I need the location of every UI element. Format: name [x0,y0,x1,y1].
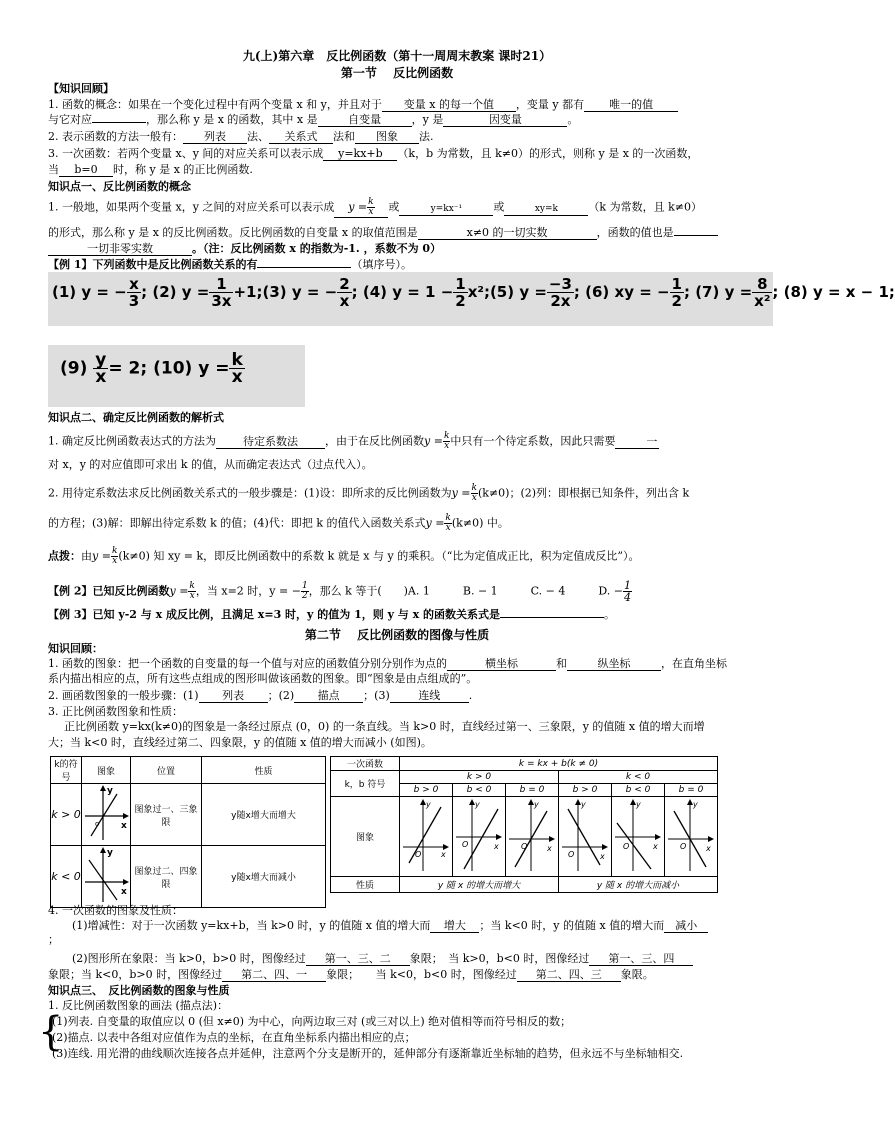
table1-graph-decreasing [82,846,131,908]
kp3-step-3: (3)连线. 用光滑的曲线顺次连接各点并延伸，注意两个分支是断开的，延伸部分有逐渐靠近坐标轴的趋势，但永远不与坐标轴相交. [52,1047,684,1060]
review-line-1: 1. 函数的概念：如果在一个变化过程中有两个变量 x 和 y，并且对于 变量 x 的每一个值 ，变量 y 都有 唯一的值 [48,98,678,112]
review-heading: 【知识回顾】 [48,82,114,95]
table2-graph-3 [506,797,559,877]
svg-text:O: O [623,842,630,851]
linear-line-1: 4. 一次函数的图象及性质： [48,904,183,917]
kp2-heading: 知识点二、确定反比例函数的解析式 [48,411,224,424]
svg-text:x: x [441,850,446,859]
svg-text:x: x [706,844,711,853]
table1-header-position: 位置 [131,757,202,784]
svg-text:O: O [462,840,469,849]
svg-text:x: x [600,852,605,861]
table1-position-neg: 图象过二、四象限 [131,846,202,908]
page-title: 九(上)第六章 反比例函数（第十一周周末教案 课时21） [242,49,552,63]
svg-text:y: y [107,848,113,858]
svg-text:y: y [107,786,113,796]
table1-k-neg: k < 0 [51,846,82,908]
sec2-line-3: 2. 画函数图象的一般步骤：(1) 列表 ；(2) 描点 ；(3) 连线 . [48,689,473,702]
kp2-line-1: 1. 确定反比例函数表达式的方法为 待定系数法 ，由于在反比例函数y = $\frac{k}{x}$ 中只有一个待定系数，因此只需要 一 [48,431,658,451]
sec2-line-4: 3. 正比例函数图象和性质： [48,705,183,718]
table2-graph-5 [612,797,665,877]
table2-graph-4 [559,797,612,877]
table1-header-property: 性质 [202,757,326,784]
example-2: 【例 2】已知反比例函数y = $\frac{k}{x}$ ，当 x=2 时，y = − $\frac{1}{2}$ ，那么 k 等于( )A. 1 B. − 1 C. − 4 D. − $\frac{1}{4}$ [48,579,632,604]
svg-text:O: O [680,842,687,851]
svg-text:o: o [95,820,100,828]
svg-text:y: y [581,800,586,809]
svg-text:y: y [693,800,698,809]
table2-property-decreasing: y 随 x 的增大而减小 [559,877,718,893]
sec2-line-5: 正比例函数 y=kx(k≠0)的图象是一条经过原点 (0，0) 的一条直线。当 k>0 时，直线经过第一、三象限，y 的值随 x 值的增大而增 [64,720,705,733]
sec2-line-1: 1. 函数的图象：把一个函数的自变量的每一个值与对应的函数值分别分别作为点的 横坐标 和 纵坐标 ，在直角坐标 [48,657,727,670]
table1-k-pos: k > 0 [51,784,82,846]
kp1-line-1: 1. 一般地，如果两个变量 x，y 之间的对应关系可以表示成 y = $\frac{k}{x}$ 或 y=kx⁻¹ 或 xy=k （k 为常数，且 k≠0） [48,197,702,217]
svg-text:y: y [534,800,539,809]
table1-position-pos: 图象过一、三象限 [131,784,202,846]
table2-property-label: 性质 [331,877,400,893]
table2-k-negative: k < 0 [559,771,718,784]
table2-b-6: b = 0 [665,784,718,797]
kp1-heading: 知识点一、反比例函数的概念 [48,180,191,193]
sec2-line-2: 系内描出相应的点，所有这些点组成的图形叫做该函数的图象。即“图象是由点组成的”。 [48,672,478,685]
table1-header-graph: 图象 [82,757,131,784]
table2-b-2: b < 0 [453,784,506,797]
kp1-line-3: 一切非零实数 。（注：反比例函数 x 的指数为-1. ，系数不为 0） [48,242,441,256]
table1-graph-increasing [82,784,131,846]
example-1: 【例 1】下列函数中是反比例函数关系的有 （填序号）。 [48,258,412,271]
table2-graph-1 [400,797,453,877]
svg-text:y: y [475,800,480,809]
table2-property-increasing: y 随 x 的增大而增大 [400,877,559,893]
formula-list-2: (9) $\frac{y}{x}$ = 2; (10) y = $\frac{k}{x}$ [60,350,243,387]
table2-k-positive: k > 0 [400,771,559,784]
table2-b-1: b > 0 [400,784,453,797]
linear-line-5: 象限；当 k<0，b>0 时，图像经过 第二、四、一 象限； 当 k<0，b<0 时，图像经过 第二、四、三 象限。 [48,968,654,981]
table2-b-5: b < 0 [612,784,665,797]
svg-text:x: x [121,821,127,831]
svg-text:x: x [494,842,499,851]
kp3-heading: 知识点三、 反比例函数的图象与性质 [48,984,230,997]
sec2-heading: 知识回顾： [48,642,103,655]
table1-property-neg: y随x增大而减小 [202,846,326,908]
brace-icon: { [38,1009,64,1055]
table2-graph-label: 图象 [331,797,400,877]
linear-line-3: ； [48,933,59,946]
sec2-line-6: 大；当 k<0 时，直线经过第二、四象限，y 的值随 x 值的增大而减小 (如图)。 [48,736,432,749]
section-title-2: 第二节 反比例函数的图像与性质 [304,628,490,642]
svg-text:O: O [521,842,528,851]
table2-b-3: b = 0 [506,784,559,797]
svg-text:x: x [653,842,658,851]
review-line-3: 2. 表示函数的方法一般有： 列表 法、 关系式 法和 图象 法. [48,130,434,143]
svg-text:y: y [636,800,641,809]
svg-text:y: y [426,800,431,809]
svg-text:x: x [121,887,127,897]
kp3-line-1: 1. 反比例函数图象的画法 (描点法)： [48,999,229,1012]
table2-header-formula: k = kx + b(k ≠ 0) [400,757,718,771]
svg-text:x: x [547,844,552,853]
kp3-step-2: (2)描点. 以表中各组对应值作为点的坐标，在直角坐标系内描出相应的点； [52,1031,416,1044]
table1-header-k: k的符号 [51,757,82,784]
table2-header-label: 一次函数 [331,757,400,771]
linear-line-2: (1)增减性：对于一次函数 y=kx+b，当 k>0 时，y 的值随 x 值的增大而 增大 ；当 k<0 时，y 的值随 x 值的增大而 减小 [72,919,708,933]
linear-line-4: (2)图形所在象限：当 k>0，b>0 时，图像经过 第一、三、二 象限； 当 k>0，b<0 时，图像经过 第一、三、四 [72,952,693,966]
table2-sign-label: k，b 符号 [331,771,400,797]
svg-text:O: O [568,850,575,859]
kp2-line-4: 的方程；(3)解：即解出待定系数 k 的值；(4)代：即把 k 的值代入函数关系式y = $\frac{k}{x}$ (k≠0) 中。 [48,513,509,533]
kp1-line-2: 的形式，那么称 y 是 x 的反比例函数。反比例函数的自变量 x 的取值范围是 x≠0 的一切实数 ，函数的值也是 [48,226,718,240]
formula-list-1: (1) y = − $\frac{x}{3}$ ; (2) y = $\frac{1}{3x}$ +1;(3) y = − $\frac{2}{x}$ ; (4) y = 1 − $\frac{1}{2}$ x²;(5) y = $\frac{-3}{2x}$ ; (6) xy = − $\frac{1}{2}$ ; (7) y = $\frac{8}{\text{x²}}$ ; (8) y = x − 1; [52,275,895,310]
table2-graph-2 [453,797,506,877]
direct-proportion-table [50,756,326,908]
review-line-2: 与它对应 ，那么称 y 是 x 的函数，其中 x 是 自变量 ，y 是 因变量 。 [48,113,579,126]
table2-b-4: b > 0 [559,784,612,797]
svg-text:O: O [415,850,422,859]
kp2-tip: 点拨：由y = $\frac{k}{x}$ (k≠0) 知 xy = k，即反比例函数中的系数 k 就是 x 与 y 的乘积。（“比为定值成正比，积为定值成反比”）。 [48,546,640,566]
linear-function-table [330,756,718,893]
table2-graph-6 [665,797,718,877]
review-line-4: 3. 一次函数：若两个变量 x、y 间的对应关系可以表示成 y=kx+b （k，b 为常数，且 k≠0）的形式，则称 y 是 x 的一次函数， [48,147,699,160]
kp2-line-2: 对 x，y 的对应值即可求出 k 的值，从而确定表达式（过点代入）。 [48,458,373,471]
kp3-step-1: (1)列表. 自变量的取值应以 0 (但 x≠0) 为中心，向两边取三对 (或三对以上) 绝对值相等而符号相反的数； [52,1015,572,1028]
table1-property-pos: y随x增大而增大 [202,784,326,846]
section-title-1: 第一节 反比例函数 [340,66,454,80]
kp2-line-3: 2. 用待定系数法求反比例函数关系式的一般步骤是：(1)设：即所求的反比例函数为y = $\frac{k}{x}$ (k≠0)；(2)列：即根据已知条件，列出含 k [48,483,690,503]
example-3: 【例 3】已知 y-2 与 x 成反比例，且满足 x=3 时，y 的值为 1，则 y 与 x 的函数关系式是 。 [48,608,616,621]
review-line-5: 当 b=0 时，称 y 是 x 的正比例函数. [48,163,253,176]
